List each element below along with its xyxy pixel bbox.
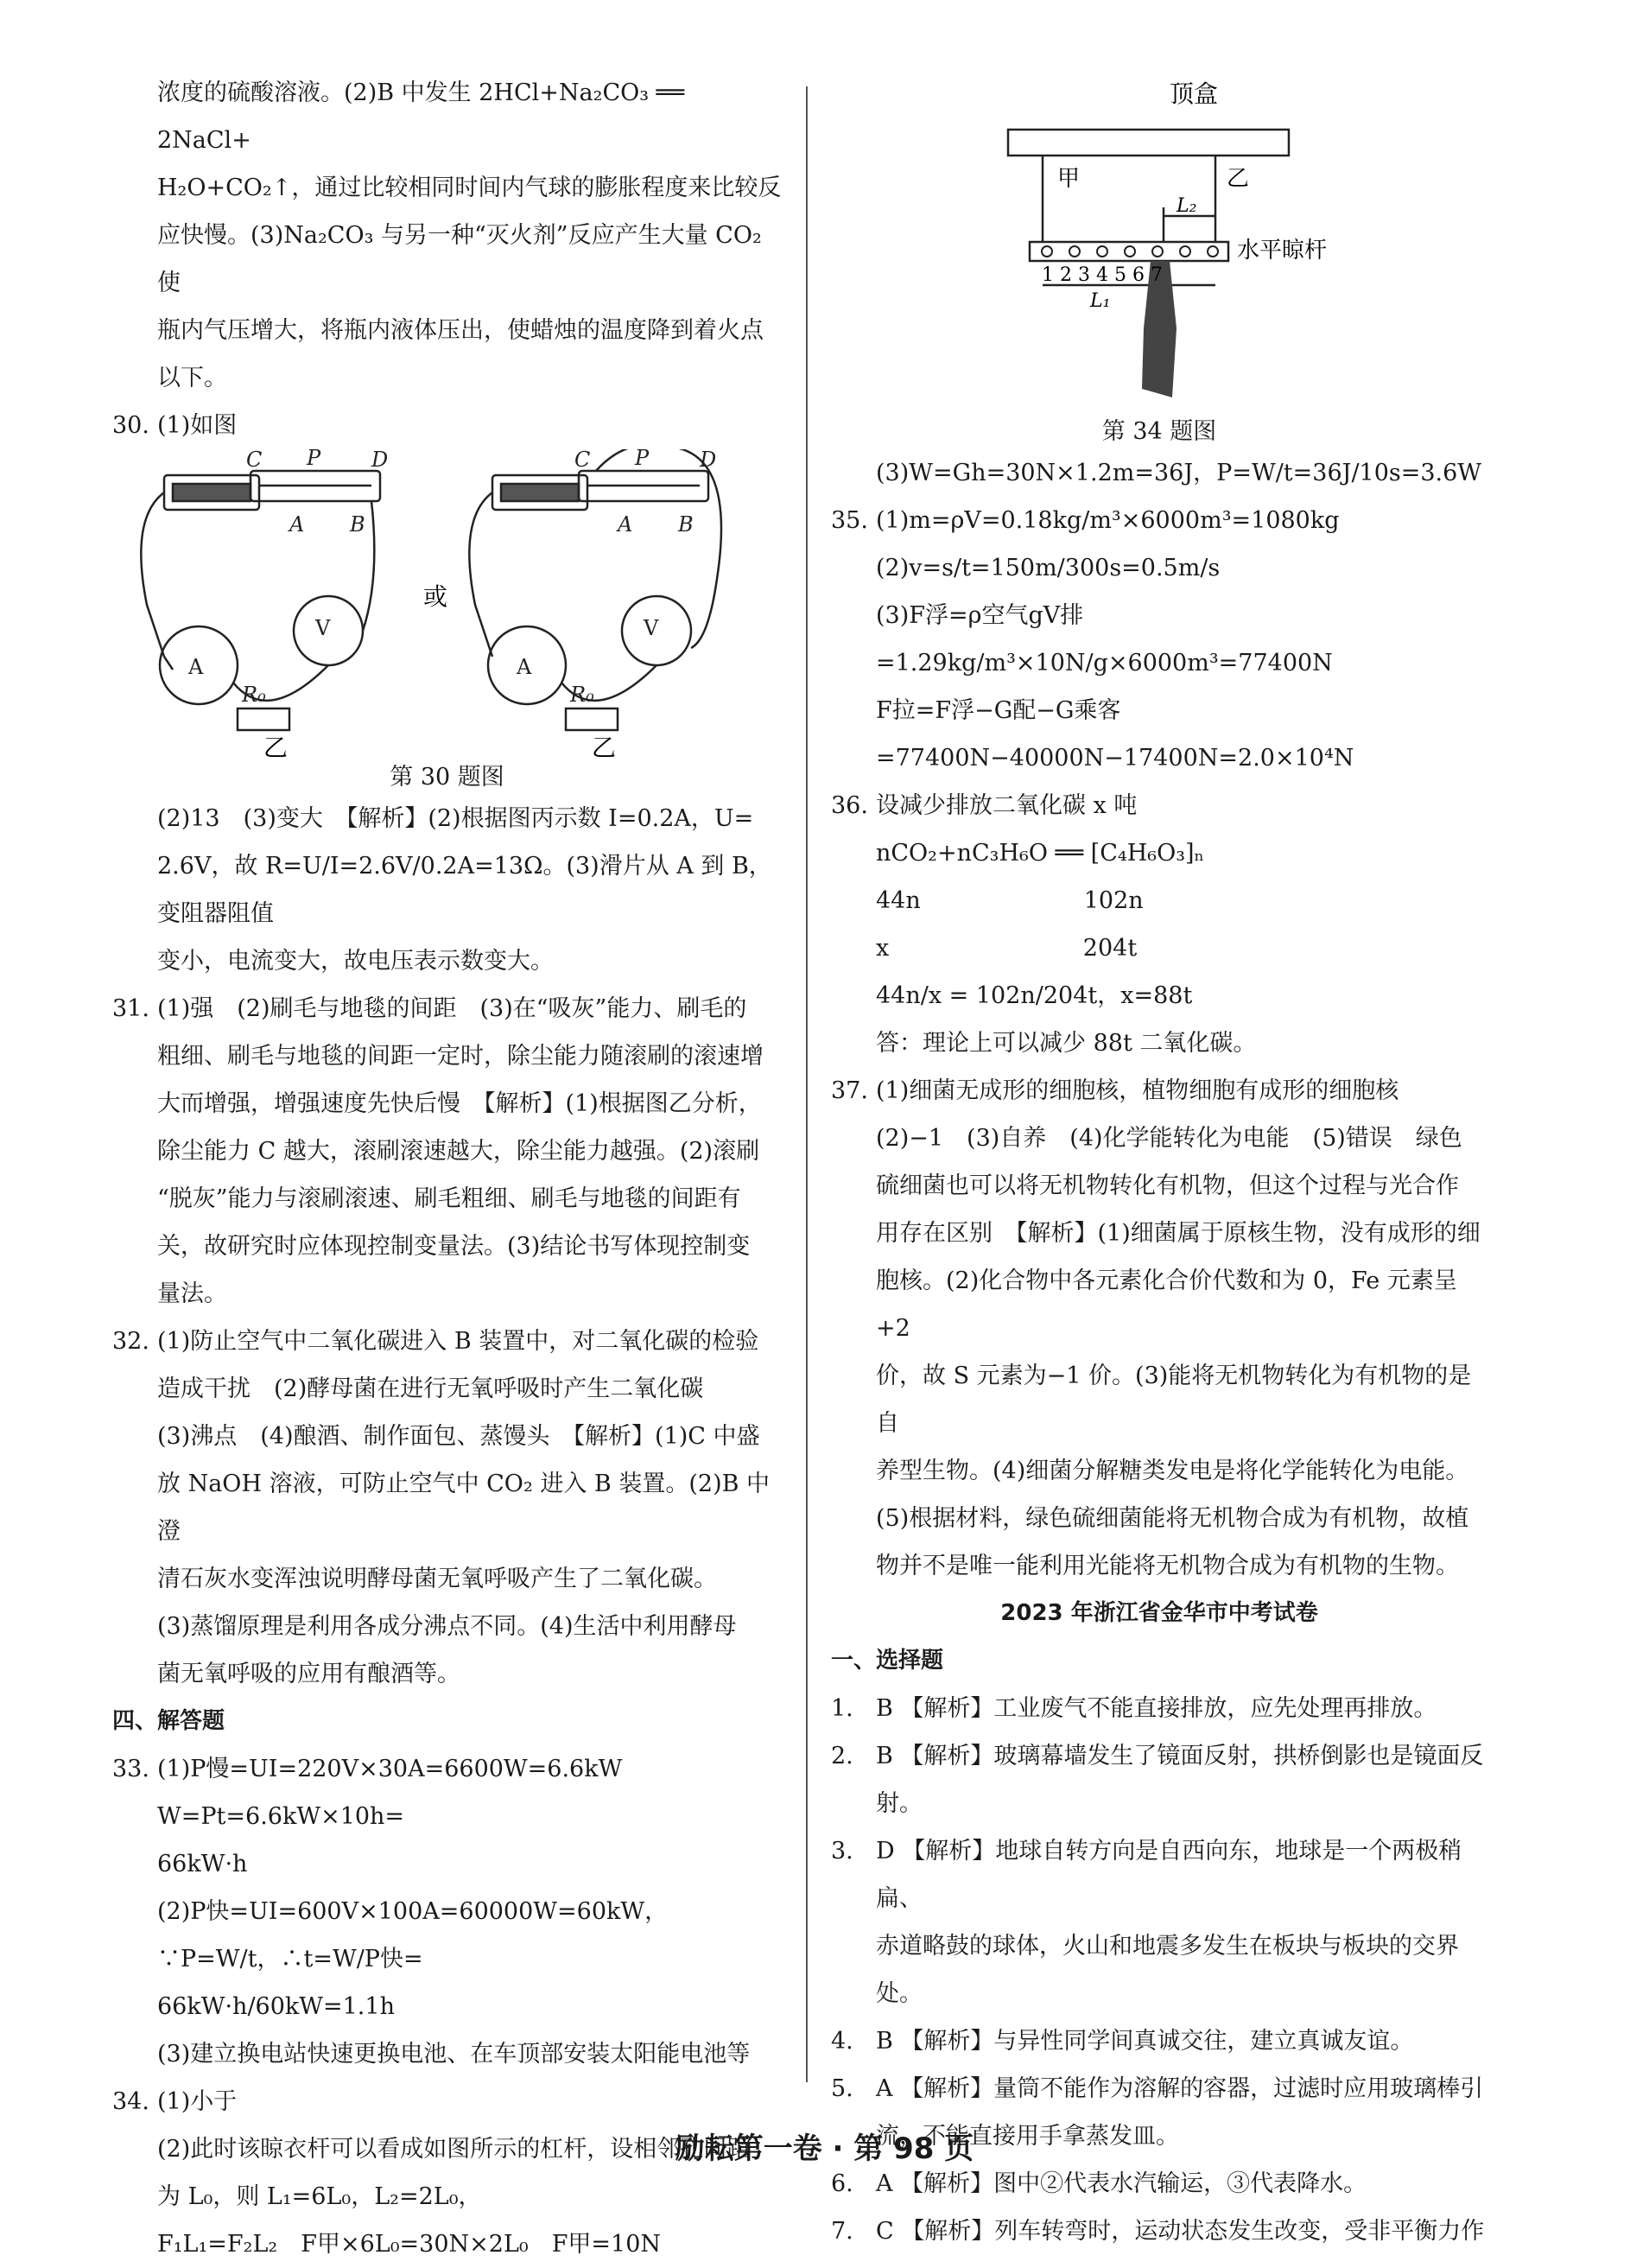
svg-text:B: B <box>678 512 694 537</box>
text-line: 放 NaOH 溶液，可防止空气中 CO₂ 进入 B 装置。(2)B 中澄 <box>157 1471 771 1545</box>
question-32 <box>112 1318 782 1698</box>
svg-text:A: A <box>618 512 633 537</box>
text-line: 清石灰水变浑浊说明酵母菌无氧呼吸产生了二氧化碳。 <box>157 1566 717 1592</box>
svg-text:R₀: R₀ <box>570 683 594 707</box>
text-line: x 204t <box>876 935 1138 962</box>
svg-text:R₀: R₀ <box>242 683 266 707</box>
text-line: 44n 102n <box>876 887 1144 914</box>
section-heading: 四、解答题 <box>112 1708 225 1734</box>
question-number: 31. <box>112 995 149 1022</box>
label-l2: L₂ <box>1176 195 1197 217</box>
figure-sublabel: 乙 <box>263 734 289 760</box>
text-line: 以下。 <box>157 365 227 391</box>
question-number: 32. <box>112 1328 149 1355</box>
question-30 <box>112 402 782 449</box>
question-number: 34. <box>112 2088 149 2115</box>
exam-title: 2023 年浙江省金华市中考试卷 <box>1000 1600 1318 1626</box>
text-line: B 【解析】工业废气不能直接排放，应先处理再排放。 <box>876 1695 1437 1722</box>
text-line: 价，故 S 元素为−1 价。(3)能将无机物转化为有机物的是自 <box>876 1363 1472 1437</box>
question-number: 33. <box>112 1756 149 1782</box>
svg-text:C: C <box>246 449 263 472</box>
text-line: (2)此时该晾衣杆可以看成如图所示的杠杆，设相邻孔间距 <box>157 2136 751 2163</box>
text-line: 赤道略鼓的球体，火山和地震多发生在板块与板块的交界处。 <box>876 1933 1459 2007</box>
figure-sublabel: 乙 <box>592 734 617 760</box>
text-line: 胞核。(2)化合物中各元素化合价代数和为 0，Fe 元素呈+2 <box>876 1267 1457 1342</box>
question-35 <box>831 497 1487 782</box>
text-line: (2)P快=UI=600V×100A=60000W=60kW，∵P=W/t，∴t=W/P快= <box>157 1898 669 1973</box>
choice-2 <box>831 1732 1487 1827</box>
question-number: 36. <box>831 792 868 819</box>
text-line: 除尘能力 C 越大，滚刷滚速越大，除尘能力越强。(2)滚刷 <box>157 1138 760 1165</box>
text-line: (3)沸点 (4)酿酒、制作面包、蒸馒头 【解析】(1)C 中盛 <box>157 1423 760 1450</box>
text-line: 物并不是唯一能利用光能将无机物合成为有机物的生物。 <box>876 1553 1459 1579</box>
question-number: 30. <box>112 412 149 439</box>
question-number: 1. <box>831 1695 853 1722</box>
label-yi: 乙 <box>1227 166 1250 192</box>
rod-label: 水平晾杆 <box>1237 238 1328 264</box>
text-line: F₁L₁=F₂L₂ F甲×6L₀=30N×2L₀ F甲=10N <box>157 2231 662 2258</box>
label-l1: L₁ <box>1090 290 1111 312</box>
text-line: 瓶内气压增大，将瓶内液体压出，使蜡烛的温度降到着火点 <box>157 317 764 344</box>
text-line: D 【解析】地球自转方向是自西向东，地球是一个两极稍扁、 <box>876 1838 1462 1912</box>
svg-text:V: V <box>644 616 659 640</box>
text-line: 流，不能直接用手拿蒸发皿。 <box>876 2123 1179 2150</box>
text-line: (1)如图 <box>157 412 238 439</box>
question-number: 5. <box>831 2075 853 2102</box>
figure-30 <box>112 449 782 760</box>
question-30-answers <box>112 795 782 985</box>
svg-text:D: D <box>700 449 717 472</box>
svg-text:P: P <box>635 449 650 470</box>
question-number: 7. <box>831 2218 853 2245</box>
question-37 <box>831 1067 1487 1590</box>
text-line: (2)v=s/t=150m/300s=0.5m/s <box>876 555 1221 581</box>
figure-caption: 第 34 题图 <box>1101 418 1217 445</box>
svg-text:A: A <box>188 655 204 679</box>
question-31 <box>112 985 782 1318</box>
choice-4 <box>831 2017 1487 2065</box>
text-line: 射。 <box>876 1790 923 1817</box>
text-line: (1)强 (2)刷毛与地毯的间距 (3)在“吸灰”能力、刷毛的 <box>157 995 747 1022</box>
text-line: 44n/x = 102n/204t，x=88t <box>876 982 1193 1009</box>
text-line: (2)−1 (3)自养 (4)化学能转化为电能 (5)错误 绿色 <box>876 1125 1462 1152</box>
text-line: 2.6V，故 R=U/I=2.6V/0.2A=13Ω。(3)滑片从 A 到 B，变阻器阻值 <box>157 853 772 927</box>
drying-rack-diagram <box>831 69 1487 415</box>
figure-caption: 第 30 题图 <box>390 764 504 791</box>
top-box-label: 顶盒 <box>1169 79 1219 108</box>
text-line: nCO₂+nC₃H₆O ══ [C₄H₆O₃]ₙ <box>876 840 1205 867</box>
text-line: 浓度的硫酸溶液。(2)B 中发生 2HCl+Na₂CO₃ ══ 2NaCl+ <box>157 79 685 154</box>
label-jia: 甲 <box>1057 166 1081 192</box>
text-line: 应快慢。(3)Na₂CO₃ 与另一种“灭火剂”反应产生大量 CO₂ 使 <box>157 222 762 296</box>
text-line: 66kW·h <box>157 1851 248 1877</box>
text-line: (3)蒸馏原理是利用各成分沸点不同。(4)生活中利用酵母 <box>157 1613 737 1640</box>
circuit-diagram <box>112 449 782 760</box>
text-line: (2)13 (3)变大 【解析】(2)根据图丙示数 I=0.2A，U= <box>157 805 754 832</box>
text-line: (1)m=ρV=0.18kg/m³×6000m³=1080kg <box>876 507 1340 534</box>
text-line: 造成干扰 (2)酵母菌在进行无氧呼吸时产生二氧化碳 <box>157 1375 704 1402</box>
q29-continuation <box>112 69 782 402</box>
text-line: B 【解析】玻璃幕墙发生了镜面反射，拱桥倒影也是镜面反 <box>876 1743 1484 1769</box>
question-number: 35. <box>831 507 868 534</box>
text-line: 为 L₀，则 L₁=6L₀，L₂=2L₀， <box>157 2183 482 2210</box>
svg-text:V: V <box>315 616 331 640</box>
question-number: 4. <box>831 2028 853 2055</box>
question-33 <box>112 1745 782 2078</box>
choice-7 <box>831 2208 1487 2255</box>
text-line: 用存在区别 【解析】(1)细菌属于原核生物，没有成形的细 <box>876 1220 1481 1247</box>
column-divider <box>806 86 808 2082</box>
question-number: 6. <box>831 2170 853 2197</box>
svg-text:B: B <box>350 512 365 537</box>
svg-text:C: C <box>574 449 591 472</box>
question-34 <box>112 2078 782 2268</box>
svg-text:P: P <box>307 449 321 470</box>
text-line: (3)建立换电站快速更换电池、在车顶部安装太阳能电池等 <box>157 2041 751 2068</box>
text-line: B 【解析】与异性同学间真诚交往，建立真诚友谊。 <box>876 2028 1414 2055</box>
text-line: (3)F浮=ρ空气gV排=1.29kg/m³×10N/g×6000m³=77400N <box>876 602 1333 677</box>
text-line: (3)W=Gh=30N×1.2m=36J，P=W/t=36J/10s=3.6W <box>876 460 1482 486</box>
question-36 <box>831 782 1487 1067</box>
question-number: 2. <box>831 1743 853 1769</box>
svg-text:D: D <box>371 449 389 472</box>
text-line: (1)防止空气中二氧化碳进入 B 装置中，对二氧化碳的检验 <box>157 1328 759 1355</box>
text-line: F拉=F浮−G配−G乘客=77400N−40000N−17400N=2.0×10⁴N <box>876 697 1354 772</box>
choice-3 <box>831 1827 1487 2017</box>
text-line: C 【解析】列车转弯时，运动状态发生改变，受非平衡力作 <box>876 2218 1485 2245</box>
text-line: (1)细菌无成形的细胞核，植物细胞有成形的细胞核 <box>876 1077 1399 1104</box>
text-line: 量法。 <box>157 1280 227 1307</box>
text-line: 大而增强，增强速度先快后慢 【解析】(1)根据图乙分析， <box>157 1090 762 1117</box>
text-line: 设减少排放二氧化碳 x 吨 <box>876 792 1138 819</box>
question-number: 3. <box>831 1838 853 1865</box>
text-line: 硫细菌也可以将无机物转化有机物，但这个过程与光合作 <box>876 1172 1459 1199</box>
page-footer: 励耘第一卷 · 第 98 页 <box>675 2131 974 2166</box>
text-line: “脱灰”能力与滚刷滚速、刷毛粗细、刷毛与地毯的间距有 <box>157 1185 741 1212</box>
text-line: (1)P慢=UI=220V×30A=6600W=6.6kW W=Pt=6.6kW×10h= <box>157 1756 646 1830</box>
text-line: A 【解析】图中②代表水汽输运，③代表降水。 <box>876 2170 1367 2197</box>
text-line: 答：理论上可以减少 88t 二氧化碳。 <box>876 1030 1257 1057</box>
svg-text:A: A <box>289 512 305 537</box>
right-column <box>831 69 1487 2255</box>
text-line: 变小，电流变大，故电压表示数变大。 <box>157 948 554 975</box>
text-line: (5)根据材料，绿色硫细菌能将无机物合成为有机物，故植 <box>876 1505 1469 1532</box>
figure-34 <box>831 69 1487 415</box>
text-line: 菌无氧呼吸的应用有酿酒等。 <box>157 1661 460 1687</box>
text-line: H₂O+CO₂↑，通过比较相同时间内气球的膨胀程度来比较反 <box>157 175 782 201</box>
text-line: 粗细、刷毛与地毯的间距一定时，除尘能力随滚刷的滚速增 <box>157 1043 764 1070</box>
text-line: 养型生物。(4)细菌分解糖类发电是将化学能转化为电能。 <box>876 1458 1469 1484</box>
left-column <box>112 69 782 2268</box>
text-line: (1)小于 <box>157 2088 238 2115</box>
figure-or-label: 或 <box>423 582 448 611</box>
svg-text:A: A <box>517 655 532 679</box>
text-line: A 【解析】量筒不能作为溶解的容器，过滤时应用玻璃棒引 <box>876 2075 1484 2102</box>
choice-1 <box>831 1685 1487 1732</box>
text-line: 关，故研究时应体现控制变量法。(3)结论书写体现控制变 <box>157 1233 751 1260</box>
text-line: 66kW·h/60kW=1.1h <box>157 1993 395 2020</box>
hole-numbers: 1 2 3 4 5 6 7 <box>1042 264 1163 286</box>
section-heading: 一、选择题 <box>831 1648 944 1674</box>
question-number: 37. <box>831 1077 868 1104</box>
